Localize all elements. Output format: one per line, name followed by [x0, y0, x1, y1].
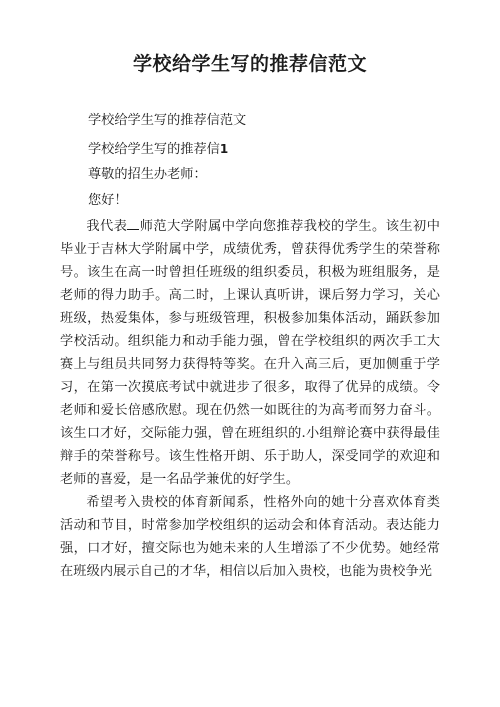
- subtitle-line-2-text: 学校给学生写的推荐信: [88, 142, 220, 157]
- paragraph-1-start: 我代表: [86, 219, 128, 234]
- fill-in-blank: [127, 217, 139, 230]
- subtitle-line-1: 学校给学生写的推荐信范文: [88, 113, 247, 128]
- subtitle-line-2: [88, 140, 228, 159]
- paragraph-1: [60, 215, 440, 491]
- document-title: 学校给学生写的推荐信范文: [132, 53, 367, 75]
- subtitle-line-2-number: 1: [219, 142, 229, 156]
- greeting: 您好！: [88, 193, 128, 208]
- paragraph-2: 希望考入贵校的体育新闻系，性格外向的她十分喜欢体育类活动和节目，时常参加学校组织的运动会和体育活动。表达能力强，口才好，擅交际也为她未来的人生增添了不少优势。她经常在班级内展示自己的才华，相信以后加入贵校，也能为贵校争光: [60, 495, 440, 579]
- letter-body: [60, 215, 440, 583]
- paragraph-1-rest: 师范大学附属中学向您推荐我校的学生。该生初中毕业于吉林大学附属中学，成绩优秀，曾获得优秀学生的荣誉称号。该生在高一时曾担任班级的组织委员，积极为班组服务，是老师的得力助手。高二时，上课认真听讲，课后努力学习，关心班级，热爱集体，参与班级管理，积极参加集体活动，踊跃参加学校活动。组织能力和动手能力强，曾在学校组织的两次手工大赛上与组员共同努力获得特等奖。在升入高三后，更加侧重于学习，在第一次摸底考试中就进步了很多，取得了优异的成绩。令老师和爱长倍感欣慰。现在仍然一如既往的为高考而努力奋斗。该生口才好，交际能力强，曾在班组织的.小组辩论赛中获得最佳辩手的荣誉称号。该生性格开朗、乐于助人，深受同学的欢迎和老师的喜爱，是一名品学兼优的好学生。: [60, 219, 440, 487]
- salutation: 尊敬的招生办老师：: [88, 167, 207, 182]
